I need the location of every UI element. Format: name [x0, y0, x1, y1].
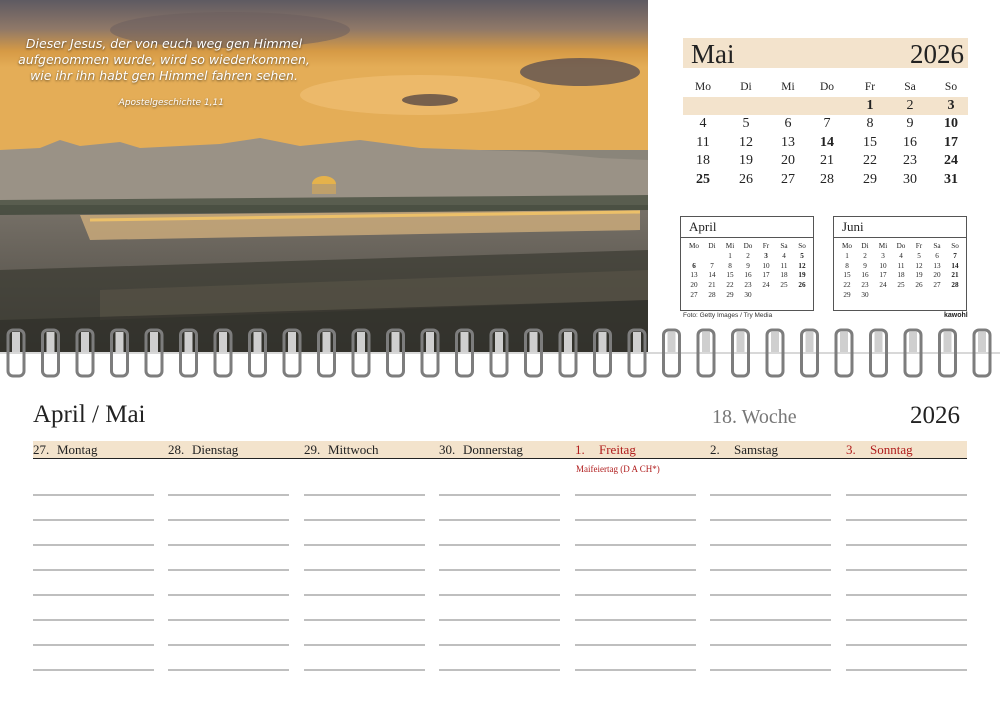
mini-day-number: 13 [933, 261, 941, 270]
writing-line [846, 494, 967, 496]
writing-line [33, 569, 154, 571]
writing-line [168, 494, 289, 496]
weekday-label: Fr [864, 81, 876, 93]
writing-line [33, 494, 154, 496]
mini-day-number: 3 [881, 251, 885, 260]
day-number: 20 [781, 153, 795, 168]
day-number: 28. [168, 442, 185, 457]
mini-day-number: 4 [782, 251, 786, 260]
mini-day-number: 15 [726, 271, 734, 280]
day-number: 3 [947, 97, 955, 113]
calendar-photo [0, 0, 648, 352]
mini-weekday-row [685, 242, 811, 252]
mini-day-number: 22 [726, 281, 734, 290]
mini-calendar-april [680, 216, 814, 311]
mini-day-number: 26 [798, 281, 806, 290]
writing-line [846, 644, 967, 646]
mini-day-number: 17 [762, 271, 770, 280]
writing-line [304, 494, 425, 496]
mini-day-number: 21 [951, 271, 959, 280]
writing-line [575, 569, 696, 571]
mini-day-number: 23 [861, 281, 869, 290]
day-number: 27. [33, 442, 50, 457]
writing-line [304, 594, 425, 596]
writing-line [33, 619, 154, 621]
mini-weekday-label: Fr [915, 242, 923, 250]
mini-weekday-label: Sa [933, 242, 941, 250]
mini-week-row [685, 291, 811, 301]
day-number: 4 [699, 116, 707, 131]
mini-week-row [838, 271, 964, 281]
mini-day-number: 1 [845, 251, 849, 260]
day-number: 31 [944, 171, 958, 187]
mini-weekday-label: So [951, 242, 959, 250]
writing-line [575, 644, 696, 646]
week-number: 18. Woche [712, 406, 797, 428]
mini-day-number: 25 [780, 281, 788, 290]
mini-day-number: 16 [744, 271, 752, 280]
mini-day-number: 3 [764, 251, 768, 260]
weekday-label: Do [819, 81, 835, 93]
writing-line [439, 494, 560, 496]
writing-line [168, 594, 289, 596]
day-number: 1 [866, 97, 874, 113]
mini-day-number: 2 [746, 251, 750, 260]
writing-line [304, 644, 425, 646]
weekday-label: Mi [781, 81, 795, 93]
day-number: 28 [820, 171, 834, 187]
writing-line [846, 519, 967, 521]
writing-line [575, 619, 696, 621]
mini-day-number: 30 [744, 290, 752, 299]
day-header [846, 441, 913, 459]
day-number: 21 [820, 153, 834, 168]
mini-day-number: 16 [861, 271, 869, 280]
day-number: 9 [906, 116, 914, 131]
writing-line [439, 594, 560, 596]
mini-day-number: 19 [798, 271, 806, 280]
mini-day-number: 29 [726, 290, 734, 299]
mini-week-row [838, 281, 964, 291]
writing-line [575, 544, 696, 546]
mini-day-number: 10 [762, 261, 770, 270]
day-number: 15 [863, 134, 877, 150]
day-number: 14 [820, 134, 834, 150]
mini-day-number: 2 [863, 251, 867, 260]
bible-quote [14, 36, 314, 84]
week-row [683, 97, 968, 116]
mini-day-number: 19 [915, 271, 923, 280]
day-number: 8 [866, 116, 874, 131]
mini-day-number: 6 [935, 251, 939, 260]
day-number: 1. [575, 442, 585, 457]
mini-weekday-label: Mo [842, 242, 852, 250]
mini-day-number: 24 [762, 281, 770, 290]
day-header [304, 441, 379, 459]
writing-line [710, 644, 831, 646]
mini-day-number: 9 [746, 261, 750, 270]
mini-weekday-label: Do [743, 242, 753, 250]
mini-day-number: 5 [917, 251, 921, 260]
writing-line [846, 669, 967, 671]
mini-weekday-row [838, 242, 964, 252]
month-grid [683, 78, 968, 189]
day-number: 2. [710, 442, 720, 457]
spiral-binding [0, 328, 1000, 380]
day-name: Samstag [734, 442, 779, 457]
mini-day-number: 8 [845, 261, 849, 270]
mini-week-row [838, 252, 964, 262]
mini-day-number: 14 [708, 271, 716, 280]
writing-line [304, 619, 425, 621]
writing-line [168, 519, 289, 521]
mini-day-number: 4 [899, 251, 903, 260]
writing-line [168, 619, 289, 621]
day-number: 6 [784, 116, 792, 131]
day-number: 30 [903, 171, 917, 187]
mini-day-number: 21 [708, 281, 716, 290]
writing-line [710, 669, 831, 671]
writing-line [846, 594, 967, 596]
mini-day-number: 17 [879, 271, 887, 280]
writing-line [575, 494, 696, 496]
day-name: Donnerstag [463, 442, 523, 457]
day-number: 17 [944, 134, 958, 150]
mini-weekday-label: Mi [725, 242, 735, 250]
writing-line [33, 669, 154, 671]
publisher-logo: kawohl [944, 312, 968, 319]
writing-line [304, 544, 425, 546]
mini-week-row [685, 262, 811, 272]
writing-line [439, 669, 560, 671]
writing-line [710, 619, 831, 621]
week-row [683, 134, 968, 153]
day-number: 2 [906, 97, 914, 113]
mini-day-number: 18 [897, 271, 905, 280]
mini-day-number: 12 [798, 261, 806, 270]
mini-day-number: 25 [897, 281, 905, 290]
day-name: Dienstag [192, 442, 239, 457]
day-name: Montag [57, 442, 98, 457]
mini-day-number: 18 [780, 271, 788, 280]
month-year: 2026 [910, 39, 964, 69]
mini-weekday-label: Mi [878, 242, 888, 250]
writing-line [168, 544, 289, 546]
weekday-label: So [944, 81, 958, 93]
day-number: 10 [944, 116, 958, 131]
mini-day-number: 30 [861, 290, 869, 299]
writing-line [304, 519, 425, 521]
mini-calendar-grid [838, 242, 964, 301]
week-title: April / Mai [33, 401, 146, 428]
writing-line [33, 594, 154, 596]
mini-day-number: 14 [951, 261, 959, 270]
writing-line [575, 594, 696, 596]
mini-weekday-label: Fr [762, 242, 770, 250]
mini-day-number: 11 [897, 261, 905, 270]
mini-day-number: 7 [953, 251, 957, 260]
day-header [439, 441, 523, 459]
day-number: 29 [863, 171, 877, 187]
day-header [710, 441, 778, 459]
writing-line [710, 519, 831, 521]
mini-week-row [685, 252, 811, 262]
day-name: Mittwoch [328, 442, 379, 457]
holiday-note: Maifeiertag (D A CH*) [576, 464, 660, 474]
writing-line [846, 619, 967, 621]
mini-weekday-label: Di [708, 242, 716, 250]
mini-weekday-label: Sa [780, 242, 788, 250]
writing-line [710, 569, 831, 571]
mini-day-number: 24 [879, 281, 887, 290]
day-number: 19 [739, 153, 753, 168]
writing-line [575, 519, 696, 521]
mini-day-number: 11 [780, 261, 788, 270]
day-header [168, 441, 238, 459]
writing-line [33, 644, 154, 646]
writing-line [33, 519, 154, 521]
day-number: 3. [846, 442, 856, 457]
day-number: 18 [696, 153, 710, 168]
day-number: 7 [823, 116, 831, 131]
mini-day-number: 6 [692, 261, 696, 270]
weekday-label: Di [740, 81, 752, 93]
month-header [683, 38, 968, 68]
writing-line [439, 569, 560, 571]
day-number: 11 [696, 134, 710, 150]
mini-day-number: 27 [690, 290, 698, 299]
mini-day-number: 20 [933, 271, 941, 280]
writing-line [710, 544, 831, 546]
mini-day-number: 15 [843, 271, 851, 280]
day-number: 12 [739, 134, 753, 150]
mini-day-number: 10 [879, 261, 887, 270]
day-number: 30. [439, 442, 456, 457]
week-row [683, 115, 968, 134]
photo-credit: Foto: Getty Images / Try Media [683, 312, 773, 319]
mini-weekday-label: So [798, 242, 806, 250]
writing-line [439, 544, 560, 546]
mini-weekday-label: Do [896, 242, 906, 250]
writing-line [439, 519, 560, 521]
week-year: 2026 [910, 402, 960, 429]
writing-line [33, 544, 154, 546]
mini-day-number: 7 [710, 261, 714, 270]
day-number: 24 [944, 153, 958, 168]
day-number: 26 [739, 171, 753, 187]
day-header [33, 441, 97, 459]
mini-day-number: 5 [800, 251, 804, 260]
mini-day-number: 27 [933, 281, 941, 290]
writing-line [846, 544, 967, 546]
mini-day-number: 26 [915, 281, 923, 290]
writing-line [304, 669, 425, 671]
writing-line [168, 569, 289, 571]
quote-reference: Apostelgeschichte 1,11 [118, 98, 224, 108]
day-header [575, 441, 636, 459]
mini-day-number: 13 [690, 271, 698, 280]
mini-week-row [838, 262, 964, 272]
day-number: 23 [903, 153, 917, 168]
mini-week-row [838, 291, 964, 301]
week-row [683, 152, 968, 171]
writing-line [439, 619, 560, 621]
mini-calendar-grid [685, 242, 811, 301]
day-number: 5 [742, 116, 750, 131]
day-number: 13 [781, 134, 795, 150]
writing-line [439, 644, 560, 646]
weekday-label: Mo [695, 81, 711, 93]
mini-day-number: 9 [863, 261, 867, 270]
weekday-header-row [683, 78, 968, 97]
mini-calendar-title: Juni [834, 217, 966, 238]
writing-line [575, 669, 696, 671]
mini-weekday-label: Mo [689, 242, 699, 250]
day-number: 29. [304, 442, 321, 457]
mini-day-number: 29 [843, 290, 851, 299]
day-number: 27 [781, 171, 795, 187]
mini-week-row [685, 271, 811, 281]
writing-line [304, 569, 425, 571]
month-name: Mai [691, 39, 735, 69]
mini-week-row [685, 281, 811, 291]
week-row [683, 171, 968, 190]
mini-day-number: 12 [915, 261, 923, 270]
mini-day-number: 23 [744, 281, 752, 290]
mini-calendar-title: April [681, 217, 813, 238]
mini-day-number: 28 [708, 290, 716, 299]
mini-calendar-juni [833, 216, 967, 311]
writing-line [710, 494, 831, 496]
day-name: Sonntag [870, 442, 913, 457]
writing-line [710, 594, 831, 596]
day-number: 22 [863, 153, 877, 168]
mini-day-number: 22 [843, 281, 851, 290]
quote-line: wie ihr ihn habt gen Himmel fahren sehen. [30, 68, 298, 83]
weekday-label: Sa [904, 81, 916, 93]
writing-line [168, 644, 289, 646]
quote-line: aufgenommen wurde, wird so wiederkommen, [18, 52, 310, 67]
day-number: 25 [696, 171, 710, 187]
writing-line [846, 569, 967, 571]
day-name: Freitag [599, 442, 636, 457]
quote-line: Dieser Jesus, der von euch weg gen Himmel [25, 36, 303, 51]
mini-day-number: 1 [728, 251, 732, 260]
day-number: 16 [903, 134, 917, 150]
mini-day-number: 28 [951, 281, 959, 290]
writing-line [168, 669, 289, 671]
mini-day-number: 20 [690, 281, 698, 290]
mini-weekday-label: Di [861, 242, 869, 250]
mini-day-number: 8 [728, 261, 732, 270]
